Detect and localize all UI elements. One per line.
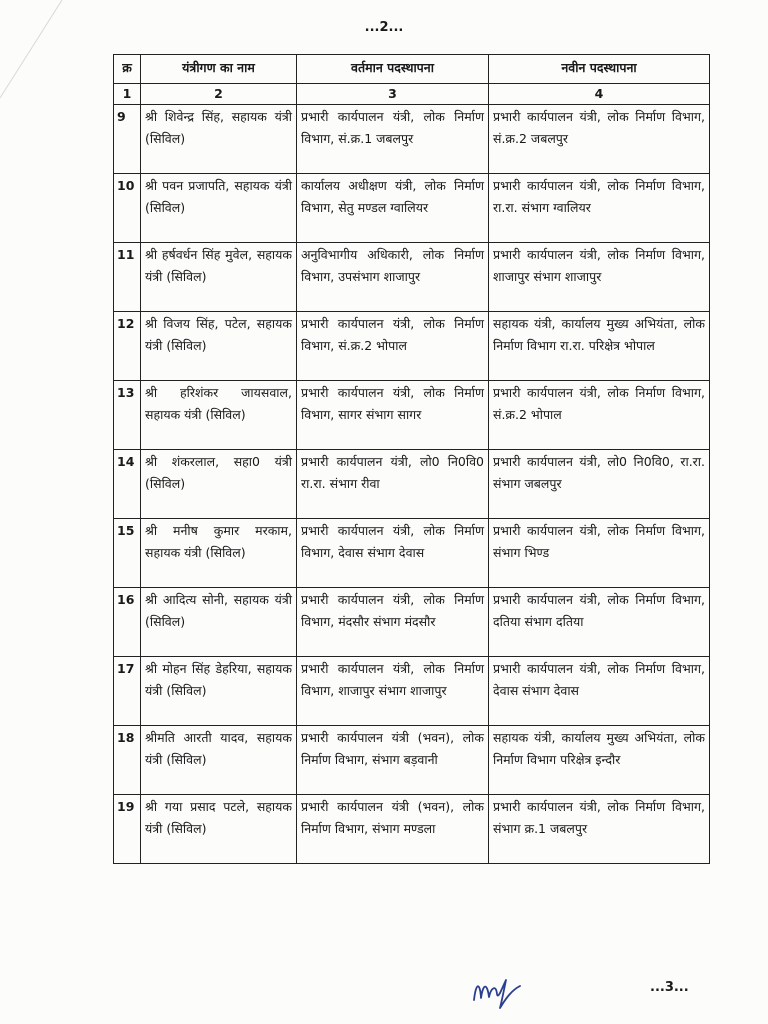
- serial-number: 15: [114, 519, 141, 588]
- new-posting: सहायक यंत्री, कार्यालय मुख्य अभियंता, लोक निर्माण विभाग परिक्षेत्र इन्दौर: [489, 726, 710, 795]
- serial-number: 19: [114, 795, 141, 864]
- table-row: [114, 381, 710, 450]
- table-row: [114, 795, 710, 864]
- serial-number: 9: [114, 105, 141, 174]
- page-number-bottom: ...3...: [650, 980, 689, 995]
- page-fold-line: [0, 0, 120, 120]
- column-number-row: [114, 84, 710, 105]
- new-posting: प्रभारी कार्यपालन यंत्री, लोक निर्माण विभाग, देवास संभाग देवास: [489, 657, 710, 726]
- new-posting: प्रभारी कार्यपालन यंत्री, लोक निर्माण विभाग, शाजापुर संभाग शाजापुर: [489, 243, 710, 312]
- engineer-name: श्री शिवेन्द्र सिंह, सहायक यंत्री (सिविल): [141, 105, 297, 174]
- serial-number: 14: [114, 450, 141, 519]
- engineer-name: श्री पवन प्रजापति, सहायक यंत्री (सिविल): [141, 174, 297, 243]
- header-engineer-name: यंत्रीगण का नाम: [141, 55, 297, 84]
- serial-number: 12: [114, 312, 141, 381]
- table-row: [114, 105, 710, 174]
- current-posting: प्रभारी कार्यपालन यंत्री (भवन), लोक निर्माण विभाग, संभाग मण्डला: [297, 795, 489, 864]
- engineer-name: श्री विजय सिंह, पटेल, सहायक यंत्री (सिविल): [141, 312, 297, 381]
- engineer-name: श्री आदित्य सोनी, सहायक यंत्री (सिविल): [141, 588, 297, 657]
- current-posting: प्रभारी कार्यपालन यंत्री, लोक निर्माण विभाग, शाजापुर संभाग शाजापुर: [297, 657, 489, 726]
- serial-number: 13: [114, 381, 141, 450]
- new-posting: प्रभारी कार्यपालन यंत्री, लोक निर्माण विभाग, रा.रा. संभाग ग्वालियर: [489, 174, 710, 243]
- engineer-name: श्री हर्षवर्धन सिंह मुवेल, सहायक यंत्री (सिविल): [141, 243, 297, 312]
- current-posting: प्रभारी कार्यपालन यंत्री, लोक निर्माण विभाग, सं.क्र.1 जबलपुर: [297, 105, 489, 174]
- current-posting: प्रभारी कार्यपालन यंत्री, लो0 नि0वि0 रा.रा. संभाग रीवा: [297, 450, 489, 519]
- column-number: 1: [114, 84, 141, 105]
- serial-number: 16: [114, 588, 141, 657]
- table-header-row: [114, 55, 710, 84]
- table-row: [114, 174, 710, 243]
- column-number: 4: [489, 84, 710, 105]
- table-row: [114, 657, 710, 726]
- current-posting: प्रभारी कार्यपालन यंत्री, लोक निर्माण विभाग, सं.क्र.2 भोपाल: [297, 312, 489, 381]
- new-posting: प्रभारी कार्यपालन यंत्री, लोक निर्माण विभाग, सं.क्र.2 जबलपुर: [489, 105, 710, 174]
- serial-number: 11: [114, 243, 141, 312]
- engineer-name: श्री गया प्रसाद पटले, सहायक यंत्री (सिविल): [141, 795, 297, 864]
- engineer-name: श्री हरिशंकर जायसवाल, सहायक यंत्री (सिविल): [141, 381, 297, 450]
- header-serial: क्र: [114, 55, 141, 84]
- current-posting: प्रभारी कार्यपालन यंत्री, लोक निर्माण विभाग, मंदसौर संभाग मंदसौर: [297, 588, 489, 657]
- current-posting: अनुविभागीय अधिकारी, लोक निर्माण विभाग, उपसंभाग शाजापुर: [297, 243, 489, 312]
- current-posting: प्रभारी कार्यपालन यंत्री (भवन), लोक निर्माण विभाग, संभाग बड़वानी: [297, 726, 489, 795]
- page-number-top: ...2...: [364, 20, 404, 35]
- transfer-table: [113, 54, 710, 864]
- engineer-name: श्रीमति आरती यादव, सहायक यंत्री (सिविल): [141, 726, 297, 795]
- new-posting: प्रभारी कार्यपालन यंत्री, लोक निर्माण विभाग, संभाग क्र.1 जबलपुर: [489, 795, 710, 864]
- serial-number: 18: [114, 726, 141, 795]
- table-row: [114, 726, 710, 795]
- new-posting: प्रभारी कार्यपालन यंत्री, लोक निर्माण विभाग, संभाग भिण्ड: [489, 519, 710, 588]
- serial-number: 17: [114, 657, 141, 726]
- new-posting: प्रभारी कार्यपालन यंत्री, लोक निर्माण विभाग, सं.क्र.2 भोपाल: [489, 381, 710, 450]
- engineer-name: श्री मनीष कुमार मरकाम, सहायक यंत्री (सिविल): [141, 519, 297, 588]
- serial-number: 10: [114, 174, 141, 243]
- table-row: [114, 519, 710, 588]
- engineer-name: श्री मोहन सिंह डेहरिया, सहायक यंत्री (सिविल): [141, 657, 297, 726]
- current-posting: प्रभारी कार्यपालन यंत्री, लोक निर्माण विभाग, देवास संभाग देवास: [297, 519, 489, 588]
- signature-image: [466, 970, 526, 1010]
- table-row: [114, 450, 710, 519]
- column-number: 2: [141, 84, 297, 105]
- current-posting: कार्यालय अधीक्षण यंत्री, लोक निर्माण विभाग, सेतु मण्डल ग्वालियर: [297, 174, 489, 243]
- current-posting: प्रभारी कार्यपालन यंत्री, लोक निर्माण विभाग, सागर संभाग सागर: [297, 381, 489, 450]
- new-posting: सहायक यंत्री, कार्यालय मुख्य अभियंता, लोक निर्माण विभाग रा.रा. परिक्षेत्र भोपाल: [489, 312, 710, 381]
- column-number: 3: [297, 84, 489, 105]
- table-row: [114, 243, 710, 312]
- new-posting: प्रभारी कार्यपालन यंत्री, लोक निर्माण विभाग, दतिया संभाग दतिया: [489, 588, 710, 657]
- header-new-posting: नवीन पदस्थापना: [489, 55, 710, 84]
- engineer-name: श्री शंकरलाल, सहा0 यंत्री (सिविल): [141, 450, 297, 519]
- new-posting: प्रभारी कार्यपालन यंत्री, लो0 नि0वि0, रा.रा. संभाग जबलपुर: [489, 450, 710, 519]
- table-row: [114, 588, 710, 657]
- table-row: [114, 312, 710, 381]
- header-current-posting: वर्तमान पदस्थापना: [297, 55, 489, 84]
